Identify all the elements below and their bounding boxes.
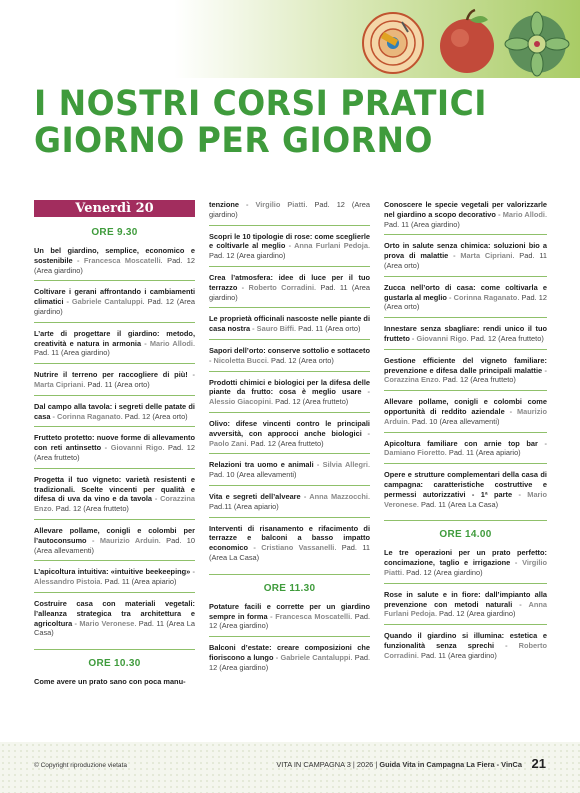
course-entry: Allevare pollame, conigli e colombi per l’autoconsumo - Maurizio Arduin. Pad. 10 (Area allevamenti) <box>34 526 195 561</box>
course-entry: L’apicoltura intuitiva: «intuitive beekeeping» - Alessandro Pistoia. Pad. 11 (Area apiario) <box>34 567 195 593</box>
course-title: L’apicoltura intuitiva: «intuitive beekeeping» <box>34 567 191 577</box>
course-location: . Pad. 10 (Area allevamenti) <box>407 416 500 426</box>
course-location: . Pad. 12 (Area frutteto) <box>246 438 324 448</box>
course-entry: Rose in salute e in fiore: dall’impianto alla prevenzione con metodi naturali - Anna Furlani Pedoja. Pad. 12 (Area giardino) <box>384 590 547 625</box>
course-title: L’arte di progettare il giardino: metodo, creatività e natura in armonia <box>34 328 195 348</box>
course-entry: Prodotti chimici e biologici per la difesa delle piante da frutto: cosa è meglio usare - Alessio Giacopini. Pad. 12 (Area frutteto) <box>209 378 370 413</box>
course-location: . Pad. 12 (Area frutteto) <box>438 375 516 385</box>
course-speaker: Silvia Allegri <box>322 460 368 470</box>
course-location: . Pad. 12 (Area giardino) <box>209 652 370 672</box>
course-location: . Pad. 12 (Area frutteto) <box>34 443 195 462</box>
time-slot-heading: ORE 14.00 <box>384 520 547 540</box>
course-speaker: Corinna Raganato <box>453 292 518 302</box>
course-entry: Coltivare i gerani affrontando i cambiamenti climatici - Gabriele Cantaluppi. Pad. 12 (Area giardino) <box>34 287 195 322</box>
course-entry: Interventi di risanamento e rifacimento di terrazze e balconi a basso impatto economico - Cristiano Vassanelli. Pad. 11 (Area La Casa) <box>209 523 370 562</box>
course-speaker: Nicoletta Bucci <box>213 355 267 365</box>
course-location: . Pad. 12 (Area orto) <box>120 411 188 421</box>
course-entry: Relazioni tra uomo e animali - Silvia Allegri. Pad. 10 (Area allevamenti) <box>209 460 370 486</box>
course-speaker: Virgilio Piatti <box>384 558 547 577</box>
page-number: 21 <box>531 756 546 771</box>
course-location: . Pad. 11 (Area orto) <box>384 251 547 270</box>
course-title: Costruire casa con materiali vegetali: l’alleanza strategica tra architettura e agricoltura <box>34 598 195 628</box>
course-title: Allevare pollame, conigli e colombi per l’autoconsumo <box>34 525 195 545</box>
column-2-list <box>209 200 370 678</box>
course-speaker: Mario Allodi <box>149 338 193 348</box>
course-speaker: Anna Furlani Pedoja <box>294 241 368 251</box>
course-title: Opere e strutture complementari della casa di campagna: caratteristiche costruttive e permessi autorizzativi - 1ª parte <box>384 470 547 499</box>
course-entry: Orto in salute senza chimica: soluzioni bio a prova di malattie - Marta Cipriani. Pad. 11 (Area orto) <box>384 241 547 276</box>
course-entry: Allevare pollame, conigli e colombi come opportunità di reddito aziendale - Maurizio Arduin. Pad. 10 (Area allevamenti) <box>384 397 547 432</box>
course-entry: Quando il giardino si illumina: estetica e funzionalità senza sprechi - Roberto Corradini. Pad. 11 (Area giardino) <box>384 631 547 660</box>
course-entry: L’arte di progettare il giardino: metodo, creatività e natura in armonia - Mario Allodi. Pad. 11 (Area giardino) <box>34 329 195 364</box>
course-entry: Apicoltura familiare con arnie top bar - Damiano Fioretto. Pad. 11 (Area apiario) <box>384 439 547 465</box>
time-slot-heading: ORE 11.30 <box>209 574 370 594</box>
course-title: Relazioni tra uomo e animali <box>209 460 314 470</box>
schedule-column-1 <box>34 200 195 698</box>
course-location: . Pad. 12 (Area giardino) <box>402 567 483 577</box>
course-location: . Pad. 12 (Area giardino) <box>34 255 195 275</box>
course-title: Interventi di risanamento e rifacimento di terrazze e balconi a basso impatto economico <box>209 523 370 553</box>
course-location: . Pad. 11 (Area giardino) <box>384 209 547 229</box>
course-title: Dal campo alla tavola: i segreti delle patate di casa <box>34 401 195 421</box>
course-title: Orto in salute senza chimica: soluzioni bio a prova di malattie <box>384 241 547 261</box>
course-speaker: Maurizio Arduin <box>99 535 159 545</box>
course-speaker: Sauro Biffi <box>256 324 295 334</box>
course-title: Gestione efficiente del vigneto familiare: prevenzione e difesa dalle principali malattie <box>384 355 547 375</box>
time-slot-heading: ORE 9.30 <box>91 227 138 238</box>
course-title: Prodotti chimici e biologici per la difesa delle piante da frutto: cosa è meglio usare <box>209 377 370 397</box>
course-location: . Pad. 12 (Area frutteto) <box>466 333 544 343</box>
course-title: Allevare pollame, conigli e colombi come opportunità di reddito aziendale <box>384 397 547 416</box>
course-location: . Pad. 12 (Area orto) <box>384 292 547 312</box>
course-title: Scopri le 10 tipologie di rose: come sceglierle e coltivarle al meglio <box>209 231 370 251</box>
course-location: . Pad. 12 (Area orto) <box>266 355 334 365</box>
course-speaker: Gabriele Cantaluppi <box>280 652 351 662</box>
course-location: . Pad. 11 (Area giardino) <box>34 338 195 358</box>
course-location: . Pad. 10 (Area allevamenti) <box>209 460 371 480</box>
course-title: Le proprietà officinali nascoste nelle piante di casa nostra <box>209 314 370 334</box>
course-speaker: Anna Mazzocchi <box>309 491 368 501</box>
course-speaker: Alessio Giacopini <box>209 397 272 407</box>
course-speaker: Mario Allodi <box>502 209 545 219</box>
course-location: . Pad. 11 (Area apiario) <box>444 448 521 458</box>
course-location: . Pad. 11 (Area giardino) <box>209 282 370 302</box>
day-label: Venerdì 20 <box>34 200 195 217</box>
headline-line-2: GIORNO PER GIORNO <box>34 121 433 161</box>
course-location: . Pad. 10 (Area allevamenti) <box>34 535 195 555</box>
course-title: Conoscere le specie vegetali per valorizzarle nel giardino a scopo decorativo <box>384 200 547 219</box>
copyright-notice: © Copyright riproduzione vietata <box>34 762 127 769</box>
course-speaker: Cristiano Vassanelli <box>261 543 335 553</box>
course-title: Nutrire il terreno per raccogliere di più! <box>34 370 188 380</box>
course-title: Zucca nell’orto di casa: come coltivarla e gustarla al meglio <box>384 282 547 302</box>
course-speaker: Mario Veronese <box>384 489 547 509</box>
course-title: Apicoltura familiare con arnie top bar <box>384 438 538 448</box>
course-entry: Nutrire il terreno per raccogliere di più! - Marta Cipriani. Pad. 11 (Area orto) <box>34 370 195 396</box>
course-location: . Pad. 11 (Area orto) <box>294 324 361 334</box>
headline-line-1: I NOSTRI CORSI PRATICI <box>34 84 487 124</box>
course-location: . Pad. 11 (Area giardino) <box>416 650 497 660</box>
course-speaker: Maurizio Arduin <box>384 406 547 426</box>
footer-publication <box>276 760 522 769</box>
apple-icon <box>434 8 500 78</box>
course-speaker: Giovanni Rigo <box>416 333 467 343</box>
course-location: . Pad. 11 (Area La Casa) <box>209 543 370 562</box>
course-entry: tenzione - Virgilio Piatti. Pad. 12 (Area giardino) <box>209 200 370 226</box>
course-entry: Progetta il tuo vigneto: varietà resistenti e tradizionali. Scelte vincenti per qualità e difesa di uva da vino e da tavola - Corazzina Enzo. Pad. 12 (Area frutteto) <box>34 475 195 520</box>
course-title: tenzione <box>209 200 239 209</box>
course-entry: Conoscere le specie vegetali per valorizzarle nel giardino a scopo decorativo - Mario Allodi. Pad. 11 (Area giardino) <box>384 200 547 235</box>
course-entry: Vita e segreti dell’alveare - Anna Mazzocchi. Pad.11 (Area apiario) <box>209 492 370 518</box>
course-entry: Crea l’atmosfera: idee di luce per il tuo terrazzo - Roberto Corradini. Pad. 11 (Area giardino) <box>209 273 370 308</box>
course-speaker: Marta Cipriani <box>460 251 513 261</box>
schedule-column-2 <box>209 200 370 684</box>
course-title: Frutteto protetto: nuove forme di allevamento con reti antinsetto <box>34 433 195 453</box>
course-speaker: Francesca Moscatelli <box>275 611 351 621</box>
time-slot-heading: ORE 10.30 <box>34 649 195 669</box>
course-entry: Le tre operazioni per un prato perfetto: concimazione, taglio e irrigazione - Virgilio Piatti. Pad. 12 (Area giardino) <box>384 548 547 583</box>
course-title: Crea l’atmosfera: idee di luce per il tuo terrazzo <box>209 272 370 292</box>
course-location: . Pad. 12 (Area frutteto) <box>51 504 129 514</box>
course-location: . Pad. 12 (Area frutteto) <box>271 397 349 407</box>
course-speaker: Gabriele Cantaluppi <box>71 297 143 307</box>
course-location: . Pad. 12 (Area giardino) <box>434 609 516 619</box>
course-speaker: Roberto Corradini <box>384 640 547 660</box>
course-location: . Pad. 11 (Area orto) <box>83 379 150 389</box>
course-title: Quando il giardino si illumina: estetica e funzionalità senza sprechi <box>384 631 547 650</box>
course-speaker: Francesca Moscatelli <box>83 255 161 265</box>
wasp-target-icon <box>358 8 428 78</box>
course-title: Come avere un prato sano con poca manu- <box>34 677 186 687</box>
course-speaker: Anna Furlani Pedoja <box>384 599 548 619</box>
course-title: Le tre operazioni per un prato perfetto: concimazione, taglio e irrigazione <box>384 548 547 568</box>
course-speaker: Corazzina Enzo <box>34 494 195 514</box>
course-title: Un bel giardino, semplice, economico e sostenibile <box>34 246 195 265</box>
course-entry: Gestione efficiente del vigneto familiare: prevenzione e difesa dalle principali malattie - Corazzina Enzo. Pad. 12 (Area frutteto) <box>384 356 547 391</box>
course-speaker: Mario Veronese <box>79 618 135 628</box>
course-title: Balconi d’estate: creare composizioni che fioriscono a lungo <box>209 643 370 662</box>
page-headline <box>34 86 523 160</box>
course-title: Vita e segreti dell’alveare <box>209 491 301 501</box>
succulent-icon <box>504 8 570 78</box>
course-location: . Pad. 12 (Area giardino) <box>209 241 370 261</box>
course-title: Coltivare i gerani affrontando i cambiamenti climatici <box>34 287 195 307</box>
course-entry: Dal campo alla tavola: i segreti delle patate di casa - Corinna Raganato. Pad. 12 (Area orto) <box>34 402 195 428</box>
course-speaker: Corinna Raganato <box>57 411 121 421</box>
course-entry: Potature facili e corrette per un giardino sempre in forma - Francesca Moscatelli. Pad. 12 (Area giardino) <box>209 602 370 637</box>
magazine-issue: VITA IN CAMPAGNA 3 | 2026 | <box>276 760 378 769</box>
course-entry: Sapori dell’orto: conserve sottolio e sottaceto - Nicoletta Bucci. Pad. 12 (Area orto) <box>209 346 370 372</box>
course-speaker: Corazzina Enzo <box>384 375 439 385</box>
course-entry: Le proprietà officinali nascoste nelle piante di casa nostra - Sauro Biffi. Pad. 11 (Area orto) <box>209 314 370 340</box>
course-entry: Scopri le 10 tipologie di rose: come sceglierle e coltivarle al meglio - Anna Furlani Pedoja. Pad. 12 (Area giardino) <box>209 232 370 267</box>
course-location: . Pad. 12 (Area giardino) <box>34 297 195 316</box>
course-speaker: Marta Cipriani <box>34 379 84 389</box>
course-title: Innestare senza sbagliare: rendi unico il tuo frutteto <box>384 324 547 343</box>
course-speaker: Damiano Fioretto <box>384 448 445 458</box>
course-speaker: Paolo Zani <box>209 438 247 448</box>
course-location: . Pad.11 (Area apiario) <box>209 491 370 511</box>
course-title: Progetta il tuo vigneto: varietà resistenti e tradizionali. Scelte vincenti per qualità e difesa di uva da vino e da tavola <box>34 474 195 504</box>
schedule-column-3 <box>384 200 547 672</box>
course-title: Olivo: difese vincenti contro le principali avversità, con approcci anche biologici <box>209 418 370 438</box>
course-title: Sapori dell’orto: conserve sottolio e sottaceto <box>209 345 370 355</box>
course-location: . Pad. 11 (Area La Casa) <box>34 618 196 638</box>
course-speaker: Giovanni Rigo <box>110 443 163 453</box>
course-entry <box>34 677 195 692</box>
course-entry: Opere e strutture complementari della casa di campagna: caratteristiche costruttive e permessi autorizzativi - 1ª parte - Mario Veronese. Pad. 11 (Area La Casa) <box>384 470 547 509</box>
course-entry: Innestare senza sbagliare: rendi unico il tuo frutteto - Giovanni Rigo. Pad. 12 (Area frutteto) <box>384 324 547 350</box>
course-location: . Pad. 12 (Area giardino) <box>209 200 370 219</box>
column-3-list <box>384 200 547 666</box>
course-entry: Olivo: difese vincenti contro le principali avversità, con approcci anche biologici - Paolo Zani. Pad. 12 (Area frutteto) <box>209 419 370 454</box>
course-entry: Frutteto protetto: nuove forme di allevamento con reti antinsetto - Giovanni Rigo. Pad. 12 (Area frutteto) <box>34 433 195 468</box>
course-speaker: Roberto Corradini <box>248 282 314 292</box>
course-title: Potature facili e corrette per un giardino sempre in forma <box>209 601 370 621</box>
course-title: Rose in salute e in fiore: dall’impianto alla prevenzione con metodi naturali <box>384 589 547 609</box>
guide-title: Guida Vita in Campagna La Fiera - VinCa <box>379 760 522 769</box>
course-speaker: Virgilio Piatti <box>255 200 306 209</box>
course-location: . Pad. 11 (Area La Casa) <box>416 499 499 509</box>
course-speaker: Alessandro Pistoia <box>34 577 101 587</box>
course-location: . Pad. 11 (Area apiario) <box>100 577 177 587</box>
course-location: . Pad. 12 (Area giardino) <box>209 611 371 631</box>
course-entry: Zucca nell’orto di casa: come coltivarla e gustarla al meglio - Corinna Raganato. Pad. 12 (Area orto) <box>384 283 547 318</box>
course-entry: Costruire casa con materiali vegetali: l’alleanza strategica tra architettura e agricoltura - Mario Veronese. Pad. 11 (Area La Casa) <box>34 598 196 638</box>
course-entry: Balconi d’estate: creare composizioni che fioriscono a lungo - Gabriele Cantaluppi. Pad. 12 (Area giardino) <box>209 643 370 672</box>
column-1-list <box>34 227 195 692</box>
course-entry: Un bel giardino, semplice, economico e sostenibile - Francesca Moscatelli. Pad. 12 (Area giardino) <box>34 246 195 281</box>
